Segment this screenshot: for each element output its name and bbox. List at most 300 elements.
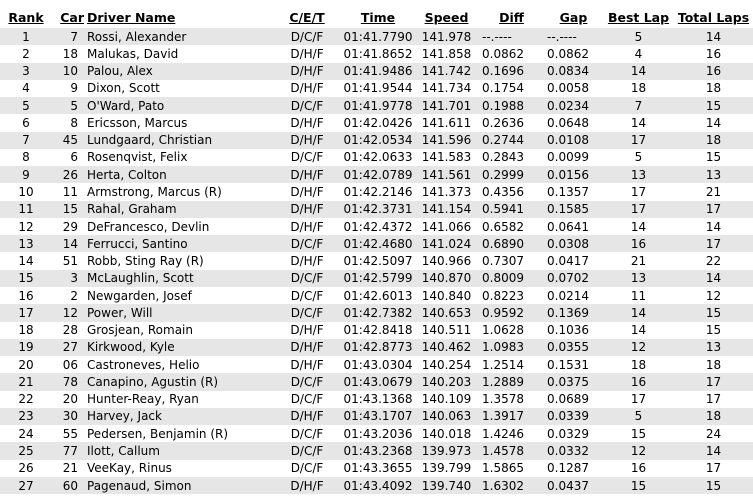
cell-diff: 1.3917 [482, 409, 524, 424]
cell-speed: 141.978 [421, 29, 472, 44]
cell-car: 45 [62, 133, 78, 148]
cell-car: 2 [70, 288, 78, 303]
col-driver-header: Driver Name [87, 9, 176, 25]
cell-diff: 0.1754 [482, 81, 524, 96]
cell-speed: 141.596 [421, 133, 472, 148]
table-row [0, 166, 753, 183]
cell-diff: 0.1696 [482, 64, 524, 79]
cell-best-lap: 14 [630, 305, 647, 320]
cell-gap: 0.1287 [547, 461, 589, 476]
cell-gap: 0.1369 [547, 305, 589, 320]
cell-total-laps: 15 [705, 323, 722, 338]
cell-time: 01:42.8418 [343, 323, 413, 338]
cell-best-lap: 18 [630, 357, 647, 372]
cell-total-laps: 18 [705, 81, 722, 96]
cell-best-lap: 7 [634, 98, 643, 113]
table-row [0, 45, 753, 62]
cell-best-lap: 16 [630, 236, 647, 251]
cell-car: 28 [62, 323, 78, 338]
cell-speed: 140.840 [421, 288, 472, 303]
cell-speed: 140.462 [421, 340, 472, 355]
col-time-header: Time [360, 9, 396, 25]
cell-total-laps: 18 [705, 357, 722, 372]
cell-rank: 13 [18, 236, 34, 251]
cell-total-laps: 14 [705, 29, 722, 44]
cell-diff: 0.8223 [482, 288, 524, 303]
cell-total-laps: 14 [705, 115, 722, 130]
cell-car: 30 [62, 409, 78, 424]
table-row [0, 304, 753, 321]
cell-total-laps: 15 [705, 150, 722, 165]
cell-speed: 140.109 [421, 392, 472, 407]
cell-rank: 1 [22, 29, 30, 44]
table-row [0, 460, 753, 477]
cell-rank: 18 [18, 323, 34, 338]
cell-car: 06 [62, 357, 78, 372]
cell-total-laps: 17 [705, 236, 722, 251]
cell-best-lap: 16 [630, 374, 647, 389]
table-row [0, 252, 753, 269]
cell-diff: 1.5865 [482, 461, 524, 476]
cell-total-laps: 24 [705, 426, 722, 441]
cell-gap: 0.0689 [547, 392, 589, 407]
cell-cet: D/H/F [290, 115, 324, 130]
cell-cet: D/H/F [290, 64, 324, 79]
cell-time: 01:42.0534 [343, 133, 413, 148]
cell-car: 29 [62, 219, 78, 234]
table-row [0, 373, 753, 390]
cell-car: 12 [62, 305, 78, 320]
cell-rank: 14 [18, 254, 34, 269]
cell-speed: 140.966 [421, 254, 472, 269]
cell-gap: 0.0234 [547, 98, 589, 113]
col-rank-header: Rank [8, 9, 44, 25]
cell-diff: 0.8009 [482, 271, 524, 286]
cell-driver: Canapino, Agustin (R) [87, 374, 219, 389]
table-row [0, 149, 753, 166]
cell-total-laps: 17 [705, 461, 722, 476]
cell-car: 51 [62, 254, 78, 269]
cell-car: 78 [62, 374, 78, 389]
cell-gap: 0.1531 [547, 357, 589, 372]
table-row [0, 80, 753, 97]
cell-driver: Rossi, Alexander [87, 29, 187, 44]
cell-best-lap: 12 [630, 444, 647, 458]
cell-driver: Ferrucci, Santino [87, 236, 188, 251]
cell-rank: 12 [18, 219, 34, 234]
cell-best-lap: 5 [634, 409, 643, 424]
cell-gap: 0.0156 [547, 167, 589, 182]
cell-rank: 7 [22, 133, 30, 148]
cell-cet: D/H/F [290, 409, 324, 424]
cell-cet: D/C/F [290, 374, 324, 389]
cell-gap: 0.0108 [547, 133, 589, 148]
col-diff-header: Diff [499, 9, 524, 25]
cell-gap: 0.0641 [547, 219, 589, 234]
cell-best-lap: 15 [630, 426, 647, 441]
col-gap-header: Gap [559, 9, 588, 25]
cell-speed: 141.561 [421, 167, 472, 182]
cell-time: 01:41.7790 [343, 29, 413, 44]
cell-diff: 1.2889 [482, 374, 524, 389]
cell-total-laps: 13 [705, 340, 722, 355]
cell-best-lap: 15 [630, 478, 647, 493]
cell-car: 5 [70, 98, 78, 113]
cell-rank: 8 [22, 150, 30, 165]
cell-total-laps: 16 [705, 46, 722, 61]
cell-diff: 1.0983 [482, 340, 524, 355]
table-row [0, 63, 753, 80]
cell-cet: D/C/F [290, 150, 324, 165]
cell-best-lap: 14 [630, 64, 647, 79]
cell-cet: D/C/F [290, 98, 324, 113]
cell-cet: D/C/F [290, 236, 324, 251]
cell-rank: 17 [18, 305, 34, 320]
cell-rank: 6 [22, 115, 30, 130]
cell-gap: 0.0437 [547, 478, 589, 493]
cell-best-lap: 14 [630, 115, 647, 130]
cell-gap: 0.1357 [547, 185, 589, 200]
cell-total-laps: 14 [705, 271, 722, 286]
cell-gap: 0.0355 [547, 340, 589, 355]
cell-diff: 0.2744 [482, 133, 524, 148]
cell-total-laps: 22 [705, 254, 722, 269]
cell-driver: O'Ward, Pato [87, 98, 165, 113]
cell-time: 01:42.7382 [343, 305, 413, 320]
table-row [0, 28, 753, 45]
table-row [0, 132, 753, 149]
cell-time: 01:42.5799 [343, 271, 413, 286]
cell-diff: 1.4246 [482, 426, 524, 441]
cell-driver: Malukas, David [87, 46, 179, 61]
cell-gap: 0.1585 [547, 202, 589, 217]
cell-time: 01:43.0304 [343, 357, 413, 372]
cell-cet: D/H/F [290, 185, 324, 200]
cell-diff: 1.3578 [482, 392, 524, 407]
cell-gap: 0.0058 [547, 81, 589, 96]
cell-best-lap: 21 [630, 254, 647, 269]
cell-best-lap: 11 [630, 288, 647, 303]
header-row [0, 6, 753, 28]
cell-rank: 3 [22, 64, 30, 79]
cell-car: 8 [70, 115, 78, 130]
cell-speed: 140.063 [421, 409, 472, 424]
cell-driver: Castroneves, Helio [87, 357, 200, 372]
cell-driver: Power, Will [87, 305, 153, 320]
table-row [0, 218, 753, 235]
cell-car: 20 [62, 392, 78, 407]
cell-cet: D/C/F [290, 392, 324, 407]
cell-rank: 15 [18, 271, 34, 286]
cell-rank: 16 [18, 288, 34, 303]
cell-time: 01:43.0679 [343, 374, 413, 389]
table-row [0, 287, 753, 304]
cell-driver: Armstrong, Marcus (R) [87, 185, 222, 200]
cell-driver: Kirkwood, Kyle [87, 340, 175, 355]
cell-diff: 1.6302 [482, 478, 524, 493]
cell-total-laps: 17 [705, 374, 722, 389]
cell-cet: D/H/F [290, 46, 324, 61]
cell-total-laps: 15 [705, 98, 722, 113]
cell-cet: D/C/F [290, 426, 324, 441]
cell-diff: 1.0628 [482, 323, 524, 338]
cell-driver: VeeKay, Rinus [87, 461, 172, 476]
col-best-lap-header: Best Lap [607, 9, 670, 25]
cell-time: 01:42.2146 [343, 185, 413, 200]
table-row [0, 356, 753, 373]
cell-best-lap: 17 [630, 185, 647, 200]
cell-best-lap: 13 [630, 271, 647, 286]
cell-rank: 26 [18, 461, 34, 476]
cell-speed: 141.154 [421, 202, 472, 217]
cell-driver: Newgarden, Josef [87, 288, 192, 303]
cell-best-lap: 4 [634, 46, 643, 61]
cell-speed: 140.511 [421, 323, 472, 338]
cell-cet: D/C/F [290, 305, 324, 320]
cell-diff: --.---- [482, 29, 512, 44]
cell-cet: D/C/F [290, 288, 324, 303]
cell-diff: 0.6582 [482, 219, 524, 234]
cell-diff: 0.5941 [482, 202, 524, 217]
cell-time: 01:43.2368 [343, 444, 413, 458]
cell-rank: 9 [22, 167, 30, 182]
cell-gap: 0.0375 [547, 374, 589, 389]
cell-rank: 20 [18, 357, 34, 372]
cell-time: 01:41.9486 [343, 64, 413, 79]
cell-time: 01:42.4372 [343, 219, 413, 234]
cell-gap: 0.0417 [547, 254, 589, 269]
cell-diff: 0.6890 [482, 236, 524, 251]
cell-gap: 0.0332 [547, 444, 589, 458]
cell-speed: 139.973 [421, 444, 472, 458]
cell-driver: Palou, Alex [87, 64, 153, 79]
cell-car: 11 [62, 185, 78, 200]
cell-car: 3 [70, 271, 78, 286]
cell-total-laps: 18 [705, 409, 722, 424]
cell-time: 01:43.3655 [343, 461, 413, 476]
col-car-header: Car [60, 9, 84, 25]
cell-speed: 141.742 [421, 64, 472, 79]
cell-total-laps: 15 [705, 478, 722, 493]
cell-diff: 0.1988 [482, 98, 524, 113]
cell-car: 55 [62, 426, 78, 441]
cell-car: 7 [70, 29, 78, 44]
cell-time: 01:42.5097 [343, 254, 413, 269]
table-row [0, 339, 753, 356]
cell-cet: D/C/F [290, 29, 324, 44]
cell-rank: 21 [18, 374, 34, 389]
cell-car: 10 [62, 64, 78, 79]
cell-car: 26 [62, 167, 78, 182]
cell-speed: 141.858 [421, 46, 472, 61]
cell-best-lap: 16 [630, 461, 647, 476]
cell-best-lap: 13 [630, 167, 647, 182]
cell-car: 14 [62, 236, 78, 251]
cell-driver: Rosenqvist, Felix [87, 150, 188, 165]
cell-gap: 0.0214 [547, 288, 589, 303]
cell-rank: 24 [18, 426, 34, 441]
cell-diff: 1.2514 [482, 357, 524, 372]
cell-best-lap: 14 [630, 323, 647, 338]
cell-speed: 140.203 [421, 374, 472, 389]
cell-speed: 140.018 [421, 426, 472, 441]
table-row [0, 408, 753, 425]
cell-speed: 141.583 [421, 150, 472, 165]
cell-rank: 5 [22, 98, 30, 113]
table-row [0, 391, 753, 408]
cell-time: 01:42.4680 [343, 236, 413, 251]
cell-speed: 140.653 [421, 305, 472, 320]
cell-driver: DeFrancesco, Devlin [87, 219, 210, 234]
cell-rank: 11 [18, 202, 34, 217]
col-cet-header: C/E/T [289, 9, 325, 25]
cell-rank: 4 [22, 81, 30, 96]
cell-driver: Hunter-Reay, Ryan [87, 392, 199, 407]
table-row [0, 97, 753, 114]
table-row [0, 270, 753, 287]
cell-best-lap: 17 [630, 392, 647, 407]
cell-car: 60 [62, 478, 78, 493]
cell-gap: 0.0648 [547, 115, 589, 130]
table-row [0, 114, 753, 131]
cell-time: 01:41.8652 [343, 46, 413, 61]
cell-speed: 141.373 [421, 185, 472, 200]
cell-gap: 0.0099 [547, 150, 589, 165]
cell-driver: Dixon, Scott [87, 81, 160, 96]
cell-driver: Pedersen, Benjamin (R) [87, 426, 229, 441]
cell-diff: 1.4578 [482, 444, 524, 458]
cell-rank: 19 [18, 340, 34, 355]
cell-speed: 141.734 [421, 81, 472, 96]
cell-total-laps: 14 [705, 444, 722, 458]
cell-total-laps: 12 [705, 288, 722, 303]
cell-best-lap: 17 [630, 133, 647, 148]
cell-diff: 0.2843 [482, 150, 524, 165]
cell-total-laps: 17 [705, 392, 722, 407]
cell-total-laps: 17 [705, 202, 722, 217]
cell-best-lap: 5 [634, 150, 643, 165]
table-row [0, 477, 753, 494]
cell-total-laps: 14 [705, 219, 722, 234]
cell-cet: D/H/F [290, 133, 324, 148]
cell-diff: 0.0862 [482, 46, 524, 61]
cell-time: 01:42.8773 [343, 340, 413, 355]
cell-best-lap: 14 [630, 219, 647, 234]
cell-rank: 27 [18, 478, 34, 493]
cell-time: 01:43.4092 [343, 478, 413, 493]
cell-cet: D/H/F [290, 254, 324, 269]
cell-time: 01:41.9778 [343, 98, 413, 113]
table-row [0, 183, 753, 200]
cell-gap: 0.1036 [547, 323, 589, 338]
cell-time: 01:43.1368 [343, 392, 413, 407]
cell-car: 9 [70, 81, 78, 96]
cell-total-laps: 16 [705, 64, 722, 79]
cell-cet: D/H/F [290, 323, 324, 338]
cell-cet: D/C/F [290, 444, 324, 458]
cell-cet: D/H/F [290, 202, 324, 217]
cell-speed: 141.024 [421, 236, 472, 251]
cell-best-lap: 17 [630, 202, 647, 217]
table-row [0, 442, 753, 459]
cell-driver: Grosjean, Romain [87, 323, 193, 338]
cell-driver: Robb, Sting Ray (R) [87, 254, 204, 269]
cell-cet: D/H/F [290, 219, 324, 234]
cell-rank: 10 [18, 185, 34, 200]
cell-time: 01:43.2036 [343, 426, 413, 441]
cell-cet: D/H/F [290, 81, 324, 96]
cell-cet: D/C/F [290, 461, 324, 476]
cell-speed: 139.799 [421, 461, 472, 476]
cell-time: 01:42.0633 [343, 150, 413, 165]
cell-time: 01:42.3731 [343, 202, 413, 217]
cell-diff: 0.4356 [482, 185, 524, 200]
cell-diff: 0.9592 [482, 305, 524, 320]
cell-time: 01:43.1707 [343, 409, 413, 424]
cell-driver: Ericsson, Marcus [87, 115, 188, 130]
cell-gap: 0.0308 [547, 236, 589, 251]
cell-rank: 2 [22, 46, 30, 61]
cell-cet: D/H/F [290, 357, 324, 372]
cell-cet: D/C/F [290, 271, 324, 286]
cell-cet: D/H/F [290, 167, 324, 182]
cell-diff: 0.7307 [482, 254, 524, 269]
cell-rank: 22 [18, 392, 34, 407]
cell-best-lap: 5 [634, 29, 643, 44]
cell-speed: 141.701 [421, 98, 472, 113]
cell-speed: 139.740 [421, 478, 472, 493]
cell-best-lap: 12 [630, 340, 647, 355]
col-total-laps-header: Total Laps [677, 9, 750, 25]
cell-driver: Harvey, Jack [87, 409, 162, 424]
cell-driver: McLaughlin, Scott [87, 271, 194, 286]
cell-time: 01:42.0789 [343, 167, 413, 182]
cell-total-laps: 15 [705, 305, 722, 320]
cell-rank: 23 [18, 409, 34, 424]
cell-car: 15 [62, 202, 78, 217]
cell-speed: 140.870 [421, 271, 472, 286]
cell-speed: 141.611 [421, 115, 472, 130]
cell-driver: Herta, Colton [87, 167, 167, 182]
cell-car: 6 [70, 150, 78, 165]
cell-speed: 140.254 [421, 357, 472, 372]
cell-total-laps: 18 [705, 133, 722, 148]
cell-gap: --.---- [547, 29, 577, 44]
results-table [0, 6, 753, 494]
table-row [0, 322, 753, 339]
cell-driver: Rahal, Graham [87, 202, 177, 217]
cell-gap: 0.0329 [547, 426, 589, 441]
cell-car: 18 [62, 46, 78, 61]
cell-gap: 0.0862 [547, 46, 589, 61]
cell-driver: Pagenaud, Simon [87, 478, 192, 493]
cell-speed: 141.066 [421, 219, 472, 234]
cell-gap: 0.0834 [547, 64, 589, 79]
cell-car: 21 [62, 461, 78, 476]
table-row [0, 235, 753, 252]
cell-diff: 0.2636 [482, 115, 524, 130]
col-speed-header: Speed [424, 9, 469, 25]
cell-rank: 25 [18, 444, 34, 458]
cell-total-laps: 13 [705, 167, 722, 182]
cell-time: 01:42.6013 [343, 288, 413, 303]
cell-driver: Ilott, Callum [87, 444, 160, 458]
cell-total-laps: 21 [705, 185, 722, 200]
table-row [0, 201, 753, 218]
cell-car: 27 [62, 340, 78, 355]
cell-time: 01:41.9544 [343, 81, 413, 96]
cell-diff: 0.2999 [482, 167, 524, 182]
